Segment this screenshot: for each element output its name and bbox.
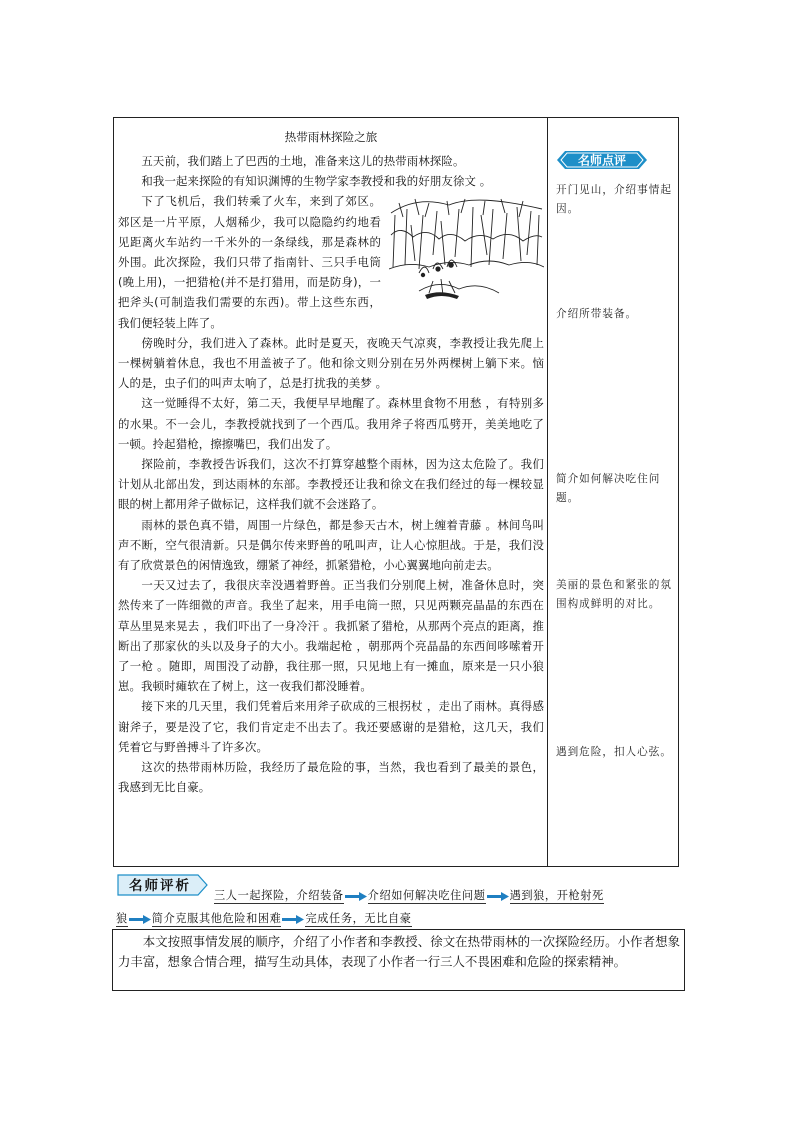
analysis-flow-line-1 bbox=[214, 882, 684, 910]
essay-paragraph-1: 五天前，我们踏上了巴西的土地，准备来这儿的热带雨林探险。 bbox=[141, 154, 465, 168]
side-note-5: 遇到危险，扣人心弦。 bbox=[556, 746, 672, 758]
essay-paragraph-8: 一天又过去了，我很庆幸没遇着野兽。正当我们分别爬上树，准备休息时，突然传来了一阵细微的声音。我坐了起来，用手电筒一照，只见两颗亮晶晶的东西在草丛里晃来晃去 ，我们吓出了一身冷汗 。我抓紧了猎枪，从那两个亮点的距离，推断出了那家伙的头以及身子的大小。我端起枪 ，朝那两个亮晶晶的东西间哆嗦着开了一枪 。随即，周围没了动静，我往那一照，只见地上有一摊血，原来是一只小狼崽。我顿时瘫软在了树上，这一夜我们都没睡着。 bbox=[118, 578, 544, 694]
arrow-right-icon bbox=[129, 915, 151, 924]
analysis-summary-box bbox=[112, 929, 685, 991]
essay-paragraph-3: 下了飞机后，我们转乘了火车，来到了郊区。郊区是一片平原，人烟稀少，我可以隐隐约约地看见距离火车站约一千米外的一条绿线，那是森林的外围。此次探险，我们只带了指南针、三只手电筒(晚上用)，一把猎枪(并不是打猎用，而是防身)，一把斧头(可制造我们需要的东西)。带上这些东西，我们便轻装上阵了。 bbox=[118, 194, 381, 330]
side-note-4: 美丽的景色和紧张的氛围构成鲜明的对比。 bbox=[556, 579, 672, 610]
essay-paragraph-5: 这一觉睡得不太好，第二天，我便早早地醒了。森林里食物不用愁 ，有特别多的水果。不一会儿，李教授就找到了一个西瓜。我用斧子将西瓜劈开，美美地吃了一顿。拎起猎枪，擦擦嘴巴，我们出发了。 bbox=[118, 396, 544, 451]
essay-paragraph-6: 探险前，李教授告诉我们，这次不打算穿越整个雨林，因为这太危险了。我们计划从北部出发，到达雨林的东部。李教授还让我和徐文在我们经过的每一棵较显眼的树上都用斧子做标记，这样我们就不会迷路了。 bbox=[118, 457, 544, 512]
flow-step-3-cont: 狼 bbox=[116, 912, 128, 925]
essay-paragraph-9: 接下来的几天里，我们凭着后来用斧子砍成的三根拐杖 ，走出了雨林。真得感谢斧子，要是没了它，我们肯定走不出去了。我还要感谢的是猎枪，这几天，我们凭着它与野兽搏斗了许多次。 bbox=[118, 699, 544, 754]
side-note-3: 简介如何解决吃住问题。 bbox=[556, 473, 661, 504]
arrow-right-icon bbox=[345, 892, 367, 901]
flow-step-5: 完成任务，无比自豪 bbox=[305, 912, 412, 925]
analysis-flow-line-2 bbox=[116, 910, 676, 928]
badge-shape-icon bbox=[553, 148, 653, 172]
essay-paragraph-4: 傍晚时分，我们进入了森林。此时是夏天，夜晚天气凉爽，李教授让我先爬上一棵树躺着休息，我也不用盖被子了。他和徐文则分别在另外两棵树上躺下来。恼人的是，虫子们的叫声太响了，总是打扰我的美梦 。 bbox=[118, 335, 544, 391]
essay-body bbox=[118, 127, 544, 798]
analysis-label bbox=[116, 873, 209, 897]
flow-step-1: 三人一起探险，介绍装备 bbox=[214, 889, 344, 902]
teacher-comment-badge bbox=[553, 148, 653, 172]
rainforest-sketch-image bbox=[389, 195, 544, 305]
flow-step-3: 遇到狼，开枪射死 bbox=[509, 889, 604, 902]
column-divider bbox=[547, 117, 548, 867]
essay-paragraph-7: 雨林的景色真不错，周围一片绿色，都是参天古木，树上缠着青藤 。林间鸟叫声不断，空气很清新。只是偶尔传来野兽的吼叫声，让人心惊胆战。于是，我们没有了欣赏景色的闲情逸致，绷紧了神经，抓紧猎枪，小心翼翼地向前走去。 bbox=[118, 517, 544, 573]
side-note-2: 介绍所带装备。 bbox=[556, 308, 638, 320]
essay-paragraph-10: 这次的热带雨林历险，我经历了最危险的事，当然，我也看到了最美的景色，我感到无比自豪。 bbox=[118, 760, 544, 795]
rainforest-illustration bbox=[389, 195, 544, 305]
flow-step-4: 简介克服其他危险和困难 bbox=[151, 912, 282, 925]
flow-step-2: 介绍如何解决吃住问题 bbox=[367, 889, 486, 902]
arrow-right-icon bbox=[487, 892, 509, 901]
analysis-label-shape-icon bbox=[116, 873, 209, 897]
badge-label: 名师点评 bbox=[577, 153, 627, 168]
analysis-label-text: 名师评析 bbox=[129, 878, 191, 894]
arrow-right-icon bbox=[282, 915, 304, 924]
side-note-1: 开门见山，介绍事情起因。 bbox=[556, 184, 672, 215]
essay-paragraph-2: 和我一起来探险的有知识渊博的生物学家李教授和我的好朋友徐文 。 bbox=[141, 174, 492, 189]
analysis-summary-text: 本文按照事情发展的顺序，介绍了小作者和李教授、徐文在热带雨林的一次探险经历。小作者想象力丰富，想象合情合理，描写生动具体，表现了小作者一行三人不畏困难和危险的探索精神。 bbox=[118, 934, 680, 969]
essay-title: 热带雨林探险之旅 bbox=[284, 130, 378, 144]
